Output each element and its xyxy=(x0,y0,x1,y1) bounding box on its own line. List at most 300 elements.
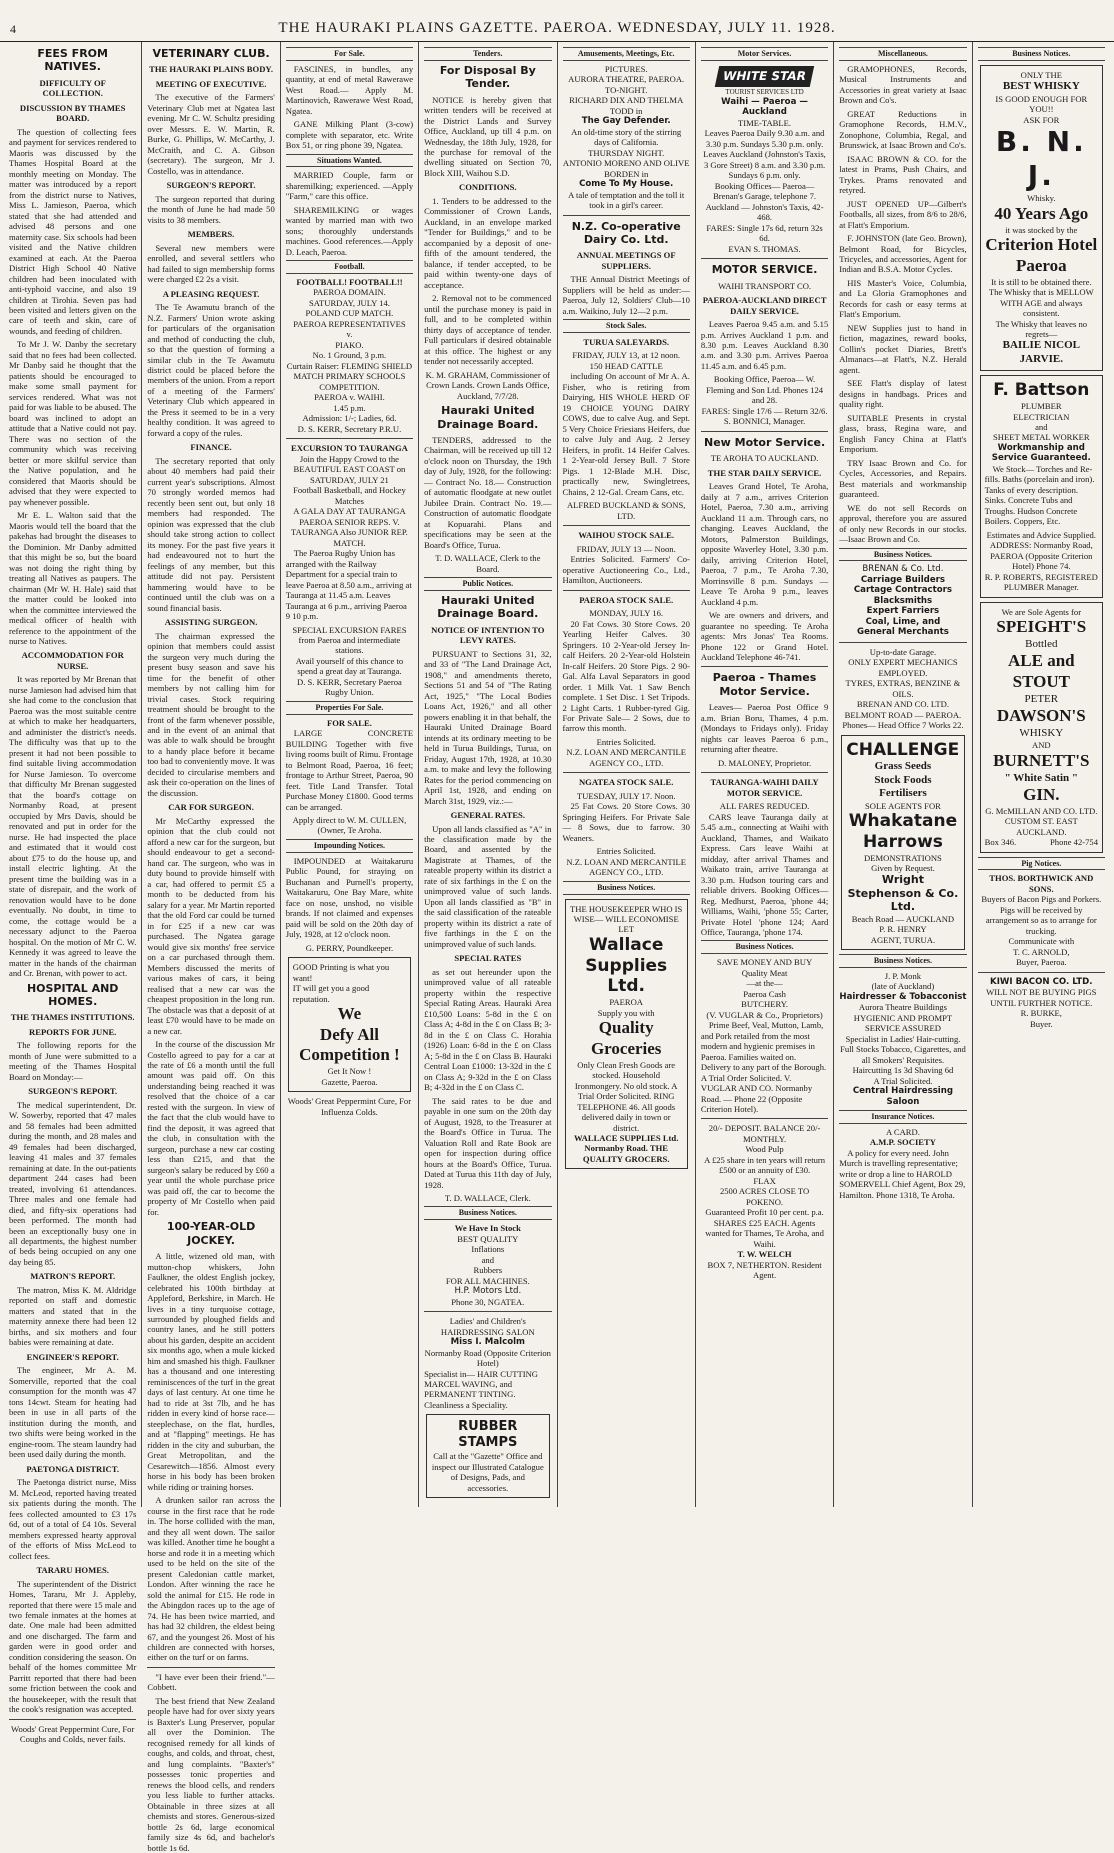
paragraph: The chairman expressed the opinion that members could assist the surgeon very much during the present busy season and save his time for the benefit of other members by not calling him for trivial cases. Stock requiring treatment should be brought to the front of the farm whenever possible, and in the event of an animal that was able to walk should be brought to a handy place before it became too bad to conveniently move. It was decided to circularise members and ask their co-operation on the lines of the discussion. xyxy=(147,630,275,798)
ad-line: SPEIGHT'S xyxy=(996,617,1087,637)
ad-line: No. 1 Ground, 3 p.m. xyxy=(312,350,387,361)
ad-line: v. xyxy=(346,329,353,340)
ad-line: Wood Pulp xyxy=(745,1144,784,1155)
ad-line: A policy for every need. John Murch is travelling representative; write or drop a line to HAROLD SOMERVELL Chief Agent, Box 29, Hamilton. Phone 1318, Te Aroha. xyxy=(839,1147,966,1200)
classified-ad: JUST OPENED UP—Gilbert's Footballs, all sizes, from 8/6 to 28/6, at Flatt's Emporium. xyxy=(839,198,967,230)
ad-line: Buyers of Bacon Pigs and Porkers. xyxy=(981,894,1102,905)
paragraph: Entries Solicited. Farmers' Co-operative Auctioneering Co., Ltd., Hamilton, Auctioneers. xyxy=(562,554,690,586)
paragraph: The following reports for the month of June were submitted to a meeting of the Thames Hospital Board on Monday:— xyxy=(9,1040,137,1082)
football-ad xyxy=(286,277,413,434)
ad-line: B. N. J. xyxy=(995,125,1087,193)
ad-line: TO-NIGHT. xyxy=(604,84,648,95)
ad-line: Guaranteed Profit 10 per cent. p.a. SHARES £25 EACH. Agents wanted for Thames, Te Aroha, and Waihi. xyxy=(705,1207,824,1249)
subheadline: ANNUAL MEETINGS OF SUPPLIERS. xyxy=(576,250,676,271)
ad-line: SPECIAL EXCURSION FARES from Paeroa and intermediate stations. xyxy=(292,624,407,656)
section-header: Business Notices. xyxy=(839,548,966,562)
subheadline: NGATEA STOCK SALE. xyxy=(578,777,674,788)
ad-line: H.P. Motors Ltd. xyxy=(454,1286,522,1297)
ad-line: A GALA DAY AT TAURANGA xyxy=(293,506,406,517)
ad-line: Workmanship and Service Guaranteed. xyxy=(991,442,1091,464)
divider xyxy=(701,772,828,773)
ad-line: A CARD. xyxy=(885,1126,920,1137)
classified-ad: ISAAC BROWN & CO. for the latest in Prams, Push Chairs, and Trykes. Prams renovated and retyred. xyxy=(839,153,967,196)
ad-line: Gazette, Paeroa. xyxy=(321,1076,378,1087)
paragraph: "I have ever been their friend."—Cobbett. xyxy=(147,1671,275,1693)
ad-line: T. D. WALLACE, Clerk. xyxy=(444,1192,531,1203)
butchery-ad xyxy=(701,957,828,1114)
ad-line: BUTCHERY. xyxy=(741,999,788,1010)
ad-line: The Whisky that is MELLOW WITH AGE and always consistent. xyxy=(988,287,1094,319)
ad-line: Expert Farriers xyxy=(866,606,940,617)
ad-line: Buyer. xyxy=(1029,1018,1053,1029)
ad-line: THE HOUSEKEEPER WHO IS WISE— WILL ECONOMISE xyxy=(570,903,683,924)
ad-line: TOURIST SERVICES LTD xyxy=(725,88,804,97)
paragraph: Several new members were enrolled, and several settlers who had failed to sign membership forms were charged £2 2s a visit. xyxy=(147,242,275,285)
headline: Paeroa - Thames Motor Service. xyxy=(712,671,817,698)
advert-line: Woods' Great Peppermint Cure, For Influenza Colds. xyxy=(287,1096,412,1117)
paragraph: The medical superintendent, Dr. W. Sowerby, reported that 47 males and 58 females had been admitted during the month, and 28 males and 49 females had been discharged, leaving 41 males and 37 females remaining at date. In the out-patients department 244 cases had been treated, involving 61 attendances. Three males and one female had died, and fifty-six operations had been performed. The month had been an exceptionally busy one in all departments, the highest number of beds being occupied on any one day being 85. xyxy=(9,1099,137,1267)
ad-line: 40 Years Ago xyxy=(994,203,1089,223)
headline: MOTOR SERVICE. xyxy=(711,263,818,277)
ad-line: General Merchants xyxy=(857,627,949,638)
ad-line: Central Hairdressing Saloon xyxy=(852,1086,954,1107)
ad-line: Blacksmiths xyxy=(873,595,933,606)
ad-line: WILL NOT BE BUYING PIGS UNTIL FURTHER NOTICE. xyxy=(986,987,1097,1008)
ad-line: ALL FARES REDUCED. xyxy=(719,801,810,812)
ad-line: The Whisky that leaves no regrets— xyxy=(995,318,1088,339)
paragraph: The matron, Miss K. M. Aldridge reported on staff and domestic matters and stated that in the maternity annexe there had been 12 births, and six mothers and four babies were remaining at date. xyxy=(9,1284,137,1348)
ad-line: 2500 ACRES CLOSE TO POKENO. xyxy=(719,1186,810,1207)
divider xyxy=(563,772,690,773)
subheadline: PAEROA STOCK SALE. xyxy=(579,594,674,605)
ad-line: AGENT, TURUA. xyxy=(870,934,936,945)
subheadline: SURGEON'S REPORT. xyxy=(28,1086,118,1097)
ad-line: ANTONIO MORENO AND OLIVE BORDEN in xyxy=(562,158,690,179)
challenge-ad xyxy=(841,735,964,951)
paragraph: THE Annual District Meetings of Suppliers will be held as under:— Paeroa, July 12, Soldiers' Club—10 a.m. Waikino, July 12—2 p.m. xyxy=(562,274,690,316)
excursion-ad xyxy=(286,443,413,698)
headline: HOSPITAL AND HOMES. xyxy=(26,981,119,1008)
paragraph: including On account of Mr A. A. Fisher, who is retiring from Dairying, HIS WHOLE HERD OF 19 CHOICE YOUNG DAIRY COWS, due to calve Aug. and Sept. 5 Very Choice Friesians Heifers, due to calve July and Aug. 2 Jersey Heifers, in profit. 14 Heifer Calves. 1 2-Year-old Jersey Bull. 7 Store Pigs. 1 12-Blade M.H. Disc, practically new, Swingletrees, Chains, 2 12-Gal. Cream Cans, etc. xyxy=(562,371,690,497)
paragraph: PURSUANT to Sections 31, 32, and 33 of "The Land Drainage Act, 1908," and amendments thereto, Sections 51 and 54 of "The Rating Act, 1925," "The Local Bodies Loans Act, 1926," and all other powers enabling it in that behalf, the Hauraki United Drainage Board intends at its ordinary meeting to be held in Turua Buildings, Turua, on Friday, August 17th, 1928, at 10.30 a.m. to make and levy the following Rates for the period commencing on April 1st, 1928, and ending on March 31st, 1929, viz.:— xyxy=(424,648,552,806)
paragraph: It was reported by Mr Brenan that nurse Jamieson had advised him that she had come to the conclusion that Paeroa was the most suitable centre at which to make her headquarters, and administer the district's needs. The difficulty was that up to the present it had not been possible to find suitable living accommodation for Nurse Jamieson. To overcome that difficulty Mr Brenan suggested that the board's cottage on Normanby Road, at present occupied by Mrs Davis, should be renovated and put in order for the nurse. He had inspected the place and estimated that it would cost about £75 to do the house up, and install electric lighting. At the present time the building was in a state of disrepair, and the work of renovation would have to be done eventually. No doubt, in time to come, the cottage would be a necessary adjunct to the Paeroa hospital. On the motion of Mr C. W. Kennedy it was agreed to leave the matter in the hands of the chairman and Cr. Brenan, with power to act. xyxy=(9,674,137,979)
ad-line: Given by Request. xyxy=(871,862,935,873)
subheadline: GENERAL RATES. xyxy=(450,810,525,821)
paragraph: A drunken sailor ran across the course in the first race that he rode in. The horse collided with the man, and they all went down. The sailor was killed. Another time he bought a horse and rode it in a meeting which used to be held on the site of the present Caledonian cattle market, London. After winning the race he sold the animal for £15. He rode in the Abingdon races up to the age of 74. He has been twice married, and has had 32 children, the eldest being 67, and the youngest 26. Most of his children are connected with horses, either on the turf or on farms. xyxy=(147,1495,275,1663)
divider xyxy=(147,1667,274,1668)
classified-ad: HIS Master's Voice, Columbia, and La Gloria Gramophones and Records for cash or easy terms at Flatt's Emporium. xyxy=(839,277,967,320)
ad-line: BOX 7, NETHERTON. Resident Agent. xyxy=(707,1259,822,1281)
section-header: Miscellaneous. xyxy=(839,47,966,61)
ad-line: GOOD Printing is what you want! xyxy=(292,962,390,983)
paragraph: TENDERS, addressed to the Chairman, will be received up till 12 o'clock noon on Thursday, the 19th day of July, 1928, for the following:— Contract No. 18.— Construction of automatic floodgate at new outlet Jubilee Drain. Contract No. 19.— Construction of automatic floodgate at Kopuarahi. Plans and specifications may be seen at the Board's Office, Turua. xyxy=(424,434,552,550)
divider xyxy=(286,438,413,439)
ad-line: BEST WHISKY xyxy=(1002,80,1080,93)
section-header: Stock Sales. xyxy=(563,319,690,333)
ad-line: LET xyxy=(618,924,635,935)
paragraph: We are owners and drivers, and guarantee no speeding. Te Aroha agents: Mrs Jonas' Tea Rooms. Phone 122 or Grand Hotel. Auckland Telephone 46-741. xyxy=(700,610,829,662)
ad-line: Phone 42-754 xyxy=(1050,837,1098,848)
ad-line: Competition ! xyxy=(299,1045,400,1065)
divider xyxy=(563,590,690,591)
pictures-ad xyxy=(563,64,690,211)
column-3 xyxy=(281,42,419,1507)
headline: FEES FROM NATIVES. xyxy=(37,47,108,74)
subheadline: A PLEASING REQUEST. xyxy=(162,288,260,299)
ad-line: FOR SALE. xyxy=(326,717,372,728)
classified-ad: SHAREMILKING or wages wanted by married man with two sons; thoroughly understands machines. Good references.—Apply D. Leach, Paeroa. xyxy=(285,204,414,257)
ad-line: Aurora Theatre Buildings xyxy=(858,1002,948,1013)
salon-ad xyxy=(424,1316,551,1410)
columns xyxy=(4,42,1110,1853)
divider xyxy=(563,215,690,216)
ad-line: N.Z. LOAN AND MERCANTILE AGENCY CO., LTD. xyxy=(566,856,686,878)
ad-line: R. P. ROBERTS, REGISTERED PLUMBER Manager. xyxy=(984,571,1098,593)
classified-ad: FASCINES, in bundles, any quantity, at end of metal Rawerawe West Road.— Apply M. Martinovich, Rawerawe West Road, Ngatea. xyxy=(285,63,414,116)
ad-line: D. S. KERR, Secretary Paeroa Rugby Union. xyxy=(297,676,402,698)
borthwick-ad xyxy=(978,873,1105,967)
ad-line: (late of Auckland) xyxy=(871,981,935,992)
divider xyxy=(701,1118,828,1119)
ad-line: FRIDAY, JULY 13 — Noon. xyxy=(576,543,676,554)
ad-line: Admission: 1/-; Ladies, 6d. xyxy=(302,413,397,424)
classified-ad: SEE Flatt's display of latest designs in handbags. Prices and quality right. xyxy=(839,378,967,410)
ad-line: Criterion Hotel xyxy=(985,235,1098,255)
classified-ad: IMPOUNDED at Waitakaruru Public Pound, for straying on Buchanan and Purnell's property, Waitakaruru, One Bay Mare, white face on nose, unshod, no visible brands. If not claimed and expenses paid will be sold on the 20th day of July, 1928, at 12 o'clock noon. xyxy=(285,855,414,940)
divider xyxy=(701,431,828,432)
ad-line: AURORA THEATRE, PAEROA. xyxy=(568,74,685,85)
ad-line: AND xyxy=(1032,740,1051,751)
paragraph: The said rates to be due and payable in one sum on the 20th day of August, 1928, to the Treasurer at the Board's Office in Turua. The Valuation Roll and Rate Book are open for inspection during office hours at the Board's Office, Turua. Dated at Turua this 11th day of July, 1928. xyxy=(424,1095,552,1190)
classified-ad: GREAT Reductions in Gramophone Records, H.M.V., Zonophone, Columbia, Regal, and Brunswick, at Isaac Brown and Co's. xyxy=(839,108,967,151)
section-header: Football. xyxy=(286,260,413,274)
advert-line: Woods' Great Peppermint Cure, For Coughs and Colds, never fails. xyxy=(11,1723,135,1745)
subheadline: PAEROA-AUCKLAND DIRECT DAILY SERVICE. xyxy=(702,295,827,316)
ad-line: Wright Stephenson & Co. Ltd. xyxy=(847,873,959,914)
ad-line: ASK FOR xyxy=(1023,114,1060,125)
paragraph: NOTICE is hereby given that written tenders will be received at the District Lands and Survey Office, Auckland, up till 4 p.m. on Wednesday, the 18th July, 1928, for the purchase for removal of the dwelling situated on Section 70, Block XIII, Waihou S.D. xyxy=(424,94,552,178)
ad-line: PAEROA SENIOR REPS. V. TAURANGA Also JUNIOR REP. MATCH. xyxy=(291,516,408,548)
ad-line: Prime Beef, Veal, Mutton, Lamb, and Pork retailed from the most modern and hygienic premises in Paeroa. Families waited on. Delivery to any part of the Borough. A Trial Order Solicited. V. VUGLAR AND CO. Normanby Road. — Phone 22 (Opposite Criterion Hotel). xyxy=(700,1020,827,1114)
ad-line: TE AROHA TO AUCKLAND. xyxy=(710,453,819,464)
ad-line: SATURDAY, JULY 21 xyxy=(310,474,389,485)
paragraph: The engineer, Mr A. M. Somerville, reported that the coal consumption for the month was 47 tons 14cwt. Steam for heating had been in use in all parts of the institution during the month, and two shifts were being worked in the engine-room. The steam laundry had been used daily during the month. xyxy=(9,1365,137,1460)
paragraph: The secretary reported that only about 40 members had paid their current year's subscriptions. Almost 70 strongly worded memos had recently been sent out, but only 18 members had responded. The opinion was expressed that the club should take strong action to collect its money. For the past five years it had endeavoured not to hurt the feelings of any member, but this attitude did not pay. Persistent hammering would have to be continued until the club was on a sound financial basis. xyxy=(147,455,275,613)
ad-line: D. S. KERR, Secretary P.R.U. xyxy=(297,423,402,434)
headline: N.Z. Co-operative Dairy Co. Ltd. xyxy=(571,219,681,246)
subheadline: CAR FOR SURGEON. xyxy=(168,802,254,813)
ad-line: Estimates and Advice Supplied. xyxy=(986,529,1096,540)
subheadline: MEMBERS. xyxy=(187,229,235,240)
ad-line: Paeroa Cash xyxy=(743,988,786,999)
ad-line: FARES: Single 17/6 — Return 32/6. xyxy=(701,405,828,416)
subheadline: ENGINEER'S REPORT. xyxy=(26,1351,119,1362)
subheadline: NOTICE OF INTENTION TO LEVY RATES. xyxy=(431,624,545,646)
ad-line: POLAND CUP MATCH. xyxy=(305,308,394,319)
classified-ad: F. JOHNSTON (late Geo. Brown), Belmont Road, for Bicycles, Tricycles, and accessories, Agent for Indian and B.S.A. Motor Cycles. xyxy=(839,233,967,275)
ad-line: and xyxy=(481,1254,495,1265)
ad-line: Specialist in— HAIR CUTTING MARCEL WAVING, and PERMANENT TINTING. Cleanliness a Speciality. xyxy=(424,1368,538,1410)
speights-ad xyxy=(980,602,1103,853)
ad-line: BAILIE NICOL JARVIE. xyxy=(1002,339,1080,365)
ad-line: BURNETT'S xyxy=(993,750,1090,770)
section-header: Situations Wanted. xyxy=(286,154,413,168)
ad-line: SHEET METAL WORKER xyxy=(993,432,1090,443)
ad-line: ALFRED BUCKLAND & SONS, LTD. xyxy=(566,500,686,521)
classified-ad: GRAMOPHONES, Records, Musical Instruments and Accessories in great variety at Isaac Brown and Co's. xyxy=(839,63,967,106)
ad-line: We Stock— Torches and Re-fills. Baths (porcelain and iron). Tanks of every description. Sinks. Concrete Tubs and Troughs. Hudson Concrete Boilers. Coppers, Etc. xyxy=(984,463,1095,527)
ad-line: IT will get you a good reputation. xyxy=(292,983,370,1004)
ad-line: GIN. xyxy=(1023,785,1060,805)
ad-line: Stock Foods xyxy=(874,773,932,786)
whisky-ad xyxy=(980,65,1103,372)
ad-line: Up-to-date Garage. xyxy=(869,646,937,657)
ad-line: SOLE AGENTS FOR xyxy=(864,800,941,811)
ad-line: FRIDAY, JULY 13, at 12 noon. xyxy=(572,350,681,361)
ad-line: Whisky. xyxy=(1027,193,1056,204)
ad-line: TYRES, EXTRAS, BENZINE & OILS. xyxy=(845,678,961,699)
ad-line: T. D. WALLACE, Clerk to the Board. xyxy=(435,553,541,574)
ad-line: Leaves Auckland (Johnston's Taxis, 3 Gore Street) 8 a.m. and 3.30 p.m. Sundays 6 p.m. only. xyxy=(703,149,826,181)
paragraph: The executive of the Farmers' Veterinary Club met at Ngatea last evening. Mr C. W. Schultz presiding over Messrs. E. W. Martin, R. Burke, G. Phillips, W. McCarthy, J. McCraith, and C. A. Gibson (secretary). The surgeon, Mr J. Costello, was in attendance. xyxy=(147,92,275,176)
section-header: Amusements, Meetings, Etc. xyxy=(563,47,690,61)
ad-line: TUESDAY, JULY 17. Noon. xyxy=(576,790,676,801)
ad-line: Whakatane xyxy=(848,811,958,832)
ad-line: Wallace Supplies Ltd. xyxy=(585,934,668,997)
ad-line: Miss I. Malcolm xyxy=(450,1337,525,1348)
ad-line: it was stocked by the xyxy=(1005,224,1078,235)
paragraph: To Mr J. W. Danby the secretary said that no fees had been collected. Mr Danby said he thought that the patients should be encouraged to make some small payment for services rendered. What was not paid for was liable to be abused. The board was inclined to adopt an attitude that a Native could not pay. There was no section of the community which was receiving better or more skilful service than the Native population, and he considered that Maoris should be advised that they were expected to pay whenever possible. xyxy=(9,339,137,507)
column-8 xyxy=(973,42,1110,1507)
ad-line: CUSTOM ST. EAST xyxy=(1004,816,1078,827)
section-header: Public Notices. xyxy=(424,577,551,591)
ad-line: Avail yourself of this chance to spend a great day at Tauranga. xyxy=(295,655,404,677)
ad-line: Waihi — Paeroa — Auckland xyxy=(721,96,808,118)
ad-line: PAEROA REPRESENTATIVES xyxy=(293,318,406,329)
divider xyxy=(424,1311,551,1312)
classified-ad: GANE Milking Plant (3-cow) complete with separator, etc. Write Box 51, or ring phone 39, Ngatea. xyxy=(285,119,414,151)
paragraph: Mr McCarthy expressed the opinion that the club could not afford a new car for the surgeon, but should endeavour to get a second-hand car. The surgeon, who was in duty bound to provide himself with a car, had offered to permit £5 a month to be deducted from his salary for a year. Mr Martin reported that the old Ford car could be turned in for £25 if a new car was purchased. The Ngatea garage would give six months' free service on a car purchased through them. Members discussed the merits of various makes of cars, it being realised that a new car was the cheapest proposition in the long run. The obstacle was that a deposit of at least £70 would have to be made on a new car. xyxy=(147,815,275,1036)
ad-line: Beach Road — AUCKLAND xyxy=(851,913,955,924)
ad-line: " White Satin " xyxy=(1004,771,1079,784)
ad-line: Rubbers xyxy=(473,1265,503,1276)
subheadline: MEETING OF EXECUTIVE. xyxy=(155,78,267,89)
ad-line: Coal, Lime, and xyxy=(865,616,941,627)
ad-line: IS GOOD ENOUGH FOR YOU!! xyxy=(995,93,1088,115)
paragraph: The superintendent of the District Homes, Tararu, Mr J. Appleby, reported that there were 15 male and two female inmates at the homes at date. One male had been admitted and one discharged. The farm and garden were in good order and condition considering the season. On behalf of the homes committee Mr Parritt reported that there had been some friction between the cook and the housekeeper, with the result that the cook's resignation was accepted. xyxy=(9,1578,137,1715)
ad-line: PAEROA xyxy=(609,997,643,1008)
wood-pulp-ad xyxy=(701,1123,828,1280)
ad-line: Quality Groceries xyxy=(590,1018,662,1058)
ad-line: KIWI BACON CO. LTD. xyxy=(990,976,1093,987)
subheadline: ACCOMMODATION FOR NURSE. xyxy=(21,650,124,671)
subheadline: TAURANGA-WAIHI DAILY MOTOR SERVICE. xyxy=(710,777,819,798)
stamps-ad xyxy=(426,1414,549,1498)
ad-line: Curtain Raiser: FLEMING SHIELD MATCH PRIMARY SCHOOLS COMPETITION. xyxy=(286,360,413,392)
subheadline: DISCUSSION BY THAMES BOARD. xyxy=(19,102,126,124)
ad-line: ONLY EXPERT MECHANICS EMPLOYED. xyxy=(848,657,958,678)
ad-line: Hairdresser & Tobacconist xyxy=(839,991,967,1002)
ad-line: We xyxy=(337,1004,362,1024)
amp-ad xyxy=(839,1127,966,1200)
ad-line: A £25 share in ten years will return £500 or an annuity of £30. xyxy=(704,1154,826,1176)
headline: Hauraki United Drainage Board. xyxy=(437,404,539,431)
paragraph: The surgeon reported that during the month of June he had made 50 visits to 38 members. xyxy=(147,193,275,225)
subheadline: SURGEON'S REPORT. xyxy=(166,180,256,191)
ad-line: Pigs will be received by arrangement so as to arrange for trucking. xyxy=(985,904,1097,936)
divider xyxy=(563,525,690,526)
ad-line: Ladies' and Children's HAIRDRESSING SALON xyxy=(440,1316,535,1337)
paragraph: Leaves Grand Hotel, Te Aroha, daily at 7 a.m., arrives Criterion Hotel, Paeroa, 7.30 a.m., arriving Auckland 11 a.m. Through cars, no changing. Leaves Auckland, the Motors, Palmerston Buildings, opposite Waverley Hotel, 3.30 p.m. daily, arriving Criterion Hotel, Paeroa, 7 p.m., Te Aroha 7.30, Morrinsville 8 p.m. Sundays — Leave Te Aroha 9 p.m., leaves Auckland 4 p.m. xyxy=(700,481,829,607)
section-header: Business Notices. xyxy=(978,47,1105,61)
paragraph: 25 Fat Cows. 20 Store Cows. 30 Springing Heifers. For Private Sale— 8 Sows, due to farrow. 30 Weaners. xyxy=(562,801,690,843)
headline: New Motor Service. xyxy=(703,435,826,449)
ad-line: A tale of temptation and the toll it took in a girl's career. xyxy=(568,189,685,211)
masthead: THE HAURAKI PLAINS GAZETTE. PAEROA. WEDNESDAY, JULY 11. 1928. xyxy=(0,20,1114,42)
ad-line: R. BURKE, xyxy=(1020,1008,1062,1019)
paragraph: In the course of the discussion Mr Costello agreed to pay for a car at the rate of £6 a month until the full amount was paid off. On this understanding being reached it was resolved that the choice of a car rested with the surgeon. In view of the fact that the club would have to find the deposit, it was agreed that the club, in consultation with the surgeon, purchase a new car costing less than £215, and that the surgeon's salary be reduced by £60 a year until the whole purchase price was paid off, the car to become the property of Mr Costello when paid for. xyxy=(147,1039,275,1217)
ad-line: Harrows xyxy=(862,831,943,852)
ad-line: Specialist in Ladies' Hair-cutting. Full Stocks Tobacco, Cigarettes, and all Smokers' Requisites. xyxy=(840,1033,966,1065)
ad-line: F. Battson xyxy=(993,380,1090,401)
column-1 xyxy=(4,42,142,1745)
divider xyxy=(978,972,1105,973)
ad-line: Call at the "Gazette" Office and inspect our Illustrated Catalogue of Designs, Pads, and accessories. xyxy=(431,1451,544,1493)
ad-line: DAWSON'S xyxy=(996,706,1086,726)
column-2 xyxy=(142,42,280,1853)
ad-line: G. McMILLAN AND CO. LTD. xyxy=(985,805,1098,816)
ad-line: Bottled xyxy=(1025,637,1058,650)
subheadline: TURUA SALEYARDS. xyxy=(583,337,670,347)
ad-line: MONDAY, JULY 16. xyxy=(589,608,664,619)
ad-line: Leaves Paeroa Daily 9.30 a.m. and 3.30 p.m. Sundays 5.30 p.m. only. xyxy=(704,128,825,149)
subheadline: CONDITIONS. xyxy=(459,182,517,193)
section-header: Tenders. xyxy=(424,47,551,61)
ad-line: Apply direct to W. M. CULLEN, (Owner, Te Aroha. xyxy=(292,815,407,836)
ad-line: 20/- DEPOSIT. BALANCE 20/- MONTHLY. xyxy=(708,1123,821,1144)
ad-line: Phone 30, NGATEA. xyxy=(451,1296,525,1307)
divider xyxy=(839,642,966,643)
section-header: Properties For Sale. xyxy=(286,701,413,715)
section-header: Business Notices. xyxy=(563,881,690,895)
ad-line: Supply you with xyxy=(597,1007,655,1018)
garage-ad xyxy=(839,647,966,731)
ad-line: Booking Offices— Paeroa—Brenan's Garage, telephone 7. Auckland — Johnston's Taxis, 42-468. xyxy=(705,180,824,223)
paragraph: The Paetonga district nurse, Miss M. McLeod, reported having treated six patients during the month. The fees collected amounted to £3 17s 6d, out of a total of £4 10s. Several members expressed hearty approval of the efforts of Miss McLeod to collect fees. xyxy=(9,1477,137,1561)
ad-line: ELECTRICIAN xyxy=(1013,411,1070,422)
ad-contact-row xyxy=(985,837,1098,847)
ad-line: Booking Office, Paeroa— W. Fleming and Son Ltd. Phones 124 and 28. xyxy=(706,374,824,406)
ad-line: WAIHI TRANSPORT CO. xyxy=(718,280,812,291)
ad-line: Grass Seeds xyxy=(874,760,932,773)
divider xyxy=(9,1719,136,1720)
subheadline: FINANCE. xyxy=(190,442,232,453)
ad-line: HYGIENIC AND PROMPT SERVICE ASSURED xyxy=(853,1012,953,1034)
ad-line: TIME-TABLE. xyxy=(738,117,792,128)
ad-line: CHALLENGE xyxy=(846,739,960,760)
ad-line: ADDRESS: Normanby Road, PAEROA (Opposite Criterion Hotel) Phone 74. xyxy=(989,540,1093,572)
column-5 xyxy=(558,42,696,1507)
ad-line: D. MALONEY, Proprietor. xyxy=(717,757,812,768)
subheadline: PAETONGA DISTRICT. xyxy=(26,1463,120,1474)
ad-line: WHISKY xyxy=(1019,726,1064,739)
subheadline: THE STAR DAILY SERVICE. xyxy=(707,467,822,478)
column-7 xyxy=(834,42,972,1507)
printing-ad xyxy=(288,957,411,1092)
ad-line: Defy All xyxy=(319,1024,379,1044)
ad-line: PLUMBER xyxy=(1021,401,1062,412)
paragraph: Upon all lands classified as "A" in the classification made by the Board, and assented by the Magistrate at Thames, of the rateable property within its district a rate of six farthings in the £ on the unimproved value of such lands. Upon all lands classified as "B" in the said classification of the rateable property within its district a rate of five farthings in the £ on the unimproved value of such lands. xyxy=(424,823,552,949)
section-header: Business Notices. xyxy=(839,954,966,968)
classified-ad: TRY Isaac Brown and Co. for Cycles, Accessories, and Repairs. Best materials and workmanship guaranteed. xyxy=(839,457,967,500)
paragraph: CARS leave Tauranga daily at 5.45 a.m., connecting at Waihi with Auckland, Thames, and Waikato Express. Cars leave Waihi at midday, after arrival Thames and Waikato train, arrive Tauranga at 3.30 p.m. Hudson touring cars and reliable drivers. Booking Offices—Reg. Medhurst, Paeroa, 'phone 44; Williams, Waihi, 'phone 55; Carter, Private Hotel 'phone 124; Aard Office, Tauranga, 'phone 174. xyxy=(700,811,829,937)
divider xyxy=(701,258,828,259)
headline: 100-YEAR-OLD JOCKEY. xyxy=(166,1220,256,1247)
paragraph: 1. Tenders to be addressed to the Commissioner of Crown Lands, Auckland, in an envelope marked "Tender for Buildings," and to be accompanied by a deposit of one-fifth of the amount tendered, the balance, if tender accepted, to be paid within twenty-one days of acceptance. xyxy=(424,195,552,290)
ad-line: Get It Now ! xyxy=(327,1066,372,1077)
page-number: 4 xyxy=(10,22,16,36)
classified-ad: LARGE CONCRETE BUILDING Together with five living rooms built of Rimu. Frontage to Belmont Road, Paeroa, 16 feet; frontage to Arthur Street, Paeroa, 90 feet. Title Land Transfer. Total Purchase Money £1800. Good terms can be arranged. xyxy=(285,728,414,812)
ad-line: G. PERRY, Poundkeeper. xyxy=(305,942,394,953)
ad-line: PAEROA DOMAIN. xyxy=(313,287,386,298)
ad-line: EXCURSION TO TAURANGA xyxy=(291,443,408,454)
ad-line: BRENAN & Co. Ltd. xyxy=(862,564,944,575)
paragraph: A little, wizened old man, with mutton-chop whiskers, John Faulkner, the oldest English jockey, celebrated his 100th birthday at Appleford, Berkshire, in March. He lives in a tiny turquoise cottage, surrounded by ploughed fields and country lanes, and he still potters about his garden, despite an accident six months ago, when a mule kicked him and smashed his thigh. Faulkner has a thousand and one interesting reminiscences of the turf in the great days of last century. At one time he had to ride at 3st 7lb, and he has ridden in every kind of horse race—steeplechase, on the flat, hurdles, and at "flapping" meetings. He has ridden in the city and suburban, the Great Metropolitan, and the Cesarewitch—1856. Almost every horse in his body has been broken while riding or training horses. xyxy=(147,1251,275,1492)
ad-line: Communicate with xyxy=(1008,936,1075,947)
wallace-supplies-ad xyxy=(565,899,688,1170)
ad-line: A.M.P. SOCIETY xyxy=(869,1137,936,1148)
subheadline: TARARU HOMES. xyxy=(36,1565,109,1576)
divider xyxy=(701,666,828,667)
column-6 xyxy=(696,42,834,1507)
motors-ad xyxy=(424,1223,551,1307)
subheadline: THE THAMES INSTITUTIONS. xyxy=(10,1012,135,1023)
ad-line: FOR ALL MACHINES. xyxy=(445,1275,530,1286)
ad-line: PETER xyxy=(1024,692,1059,705)
column-4 xyxy=(419,42,557,1507)
subheadline: MATRON'S REPORT. xyxy=(30,1271,116,1282)
ad-line: PICTURES. xyxy=(604,63,648,74)
ad-line: We are Sole Agents for xyxy=(1001,606,1082,617)
ad-line: We Have In Stock xyxy=(454,1223,521,1234)
section-header: Motor Services. xyxy=(701,47,828,61)
section-header: Business Notices. xyxy=(424,1206,551,1220)
ad-line: AUCKLAND. xyxy=(1016,826,1067,837)
monk-ad xyxy=(839,971,966,1107)
ad-line: Paeroa xyxy=(1015,255,1067,275)
ad-line: The Gay Defender. xyxy=(581,116,671,127)
headline: Hauraki United Drainage Board. xyxy=(437,593,539,621)
brenan-ad xyxy=(839,564,966,637)
ad-line: EVAN S. THOMAS. xyxy=(728,243,801,254)
ad-line: An old-time story of the stirring days of California. xyxy=(571,126,682,148)
section-header: Pig Notices. xyxy=(978,857,1105,871)
ad-line: Buyer, Paeroa. xyxy=(1016,957,1067,968)
subheadline: THE HAURAKI PLAINS BODY. xyxy=(149,64,273,75)
ad-line: SATURDAY, JULY 14. xyxy=(308,297,390,308)
ad-line: WALLACE SUPPLIES Ltd. Normanby Road. THE QUALITY GROCERS. xyxy=(574,1133,679,1164)
ad-line: PAEROA v. WAIHI. xyxy=(314,392,385,403)
ad-line: Football Basketball, and Hockey Matches xyxy=(293,485,406,506)
white-star-logo: WHITE STAR xyxy=(715,66,814,87)
subheadline: DIFFICULTY OF COLLECTION. xyxy=(39,77,106,99)
ad-line: THOS. BORTHWICK AND SONS. xyxy=(989,873,1094,894)
subheadline: ASSISTING SURGEON. xyxy=(164,617,258,628)
ad-line: Entries Solicited. xyxy=(596,846,656,857)
paragraph: Leaves Paeroa 9.45 a.m. and 5.15 p.m. Arrives Auckland 1 p.m. and 8.30 p.m. Leaves Auckland 8.30 a.m. and 3.30 p.m. Arrives Paeroa 11.45 a.m. and 6.45 p.m. xyxy=(700,319,829,371)
ad-line: PIAKO. xyxy=(335,339,364,350)
ad-line: Come To My House. xyxy=(579,179,674,190)
